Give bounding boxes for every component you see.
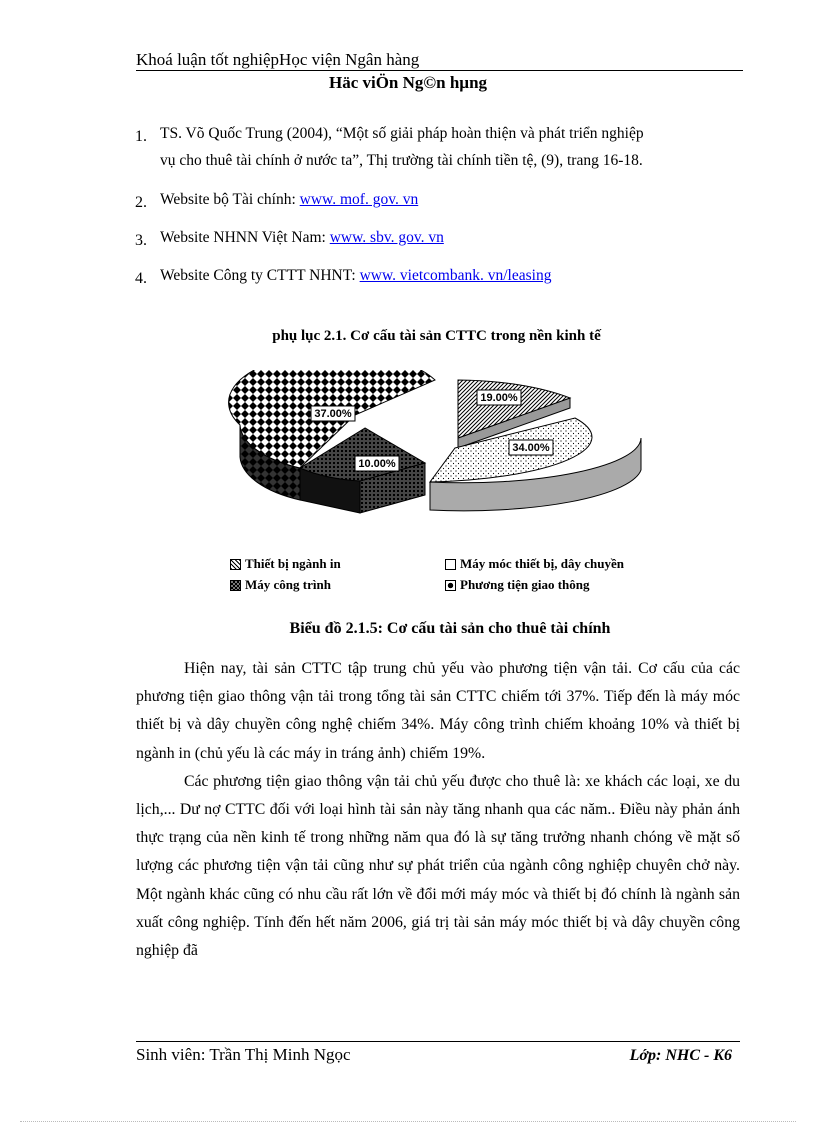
reference-text: Website bộ Tài chính: — [160, 191, 300, 208]
reference-item — [135, 262, 552, 289]
reference-link[interactable]: www. sbv. gov. vn — [329, 229, 444, 246]
legend-label: Thiết bị ngành in — [245, 556, 341, 571]
figure-caption: Biểu đồ 2.1.5: Cơ cấu tài sản cho thuê tài chính — [289, 620, 611, 637]
pie-chart — [225, 370, 655, 530]
legend-swatch-icon — [230, 559, 241, 570]
legend-label: Máy móc thiết bị, dây chuyền — [460, 556, 624, 571]
legend-item — [230, 577, 331, 593]
legend-swatch-icon — [445, 580, 456, 591]
reference-link[interactable]: www. vietcombank. vn/leasing — [359, 267, 552, 284]
reference-link[interactable]: www. mof. gov. vn — [299, 191, 419, 208]
reference-text: Website NHNN Việt Nam: — [160, 229, 330, 246]
footer-student: Sinh viên: Trần Thị Minh Ngọc — [136, 1045, 351, 1064]
legend-swatch-icon — [445, 559, 456, 570]
data-label-10: 10.00% — [358, 458, 396, 470]
footer-rule — [136, 1041, 740, 1042]
reference-text-cont: vụ cho thuê tài chính ở nước ta”, Thị trường tài chính tiền tệ, (9), trang 16-18. — [160, 152, 643, 169]
legend-label: Phương tiện giao thông — [460, 577, 590, 592]
reference-number: 1. — [135, 128, 147, 145]
reference-item — [135, 120, 760, 174]
page-edge — [20, 1121, 796, 1122]
reference-number: 4. — [135, 270, 147, 287]
footer-class: Lớp: NHC - K6 — [629, 1047, 732, 1064]
header-rule — [136, 70, 743, 71]
reference-text: TS. Võ Quốc Trung (2004), “Một số giải pháp hoàn thiện và phát triển nghiệp — [160, 125, 644, 142]
running-header-subtitle: Häc viÖn Ng©n hµng — [328, 73, 488, 92]
paragraph: Hiện nay, tài sản CTTC tập trung chủ yếu vào phương tiện vận tải. Cơ cấu của các phương tiện giao thông vận tải trong tổng tài sản CTTC chiếm tới 37%. Tiếp đến là máy móc thiết bị và dây chuyền công nghệ chiếm 34%. Máy công trình chiếm khoảng 10% và thiết bị ngành in (chủ yếu là các máy in tráng ảnh) chiếm 19%. — [136, 660, 740, 762]
data-label-19: 19.00% — [480, 392, 518, 404]
body-text — [136, 655, 740, 965]
legend-item — [445, 556, 624, 572]
legend-label: Máy công trình — [245, 577, 331, 592]
data-label-37: 37.00% — [314, 408, 352, 420]
legend-item — [445, 577, 590, 593]
legend-item — [230, 556, 341, 572]
running-header-title: Khoá luận tốt nghiệpHọc viện Ngân hàng — [136, 50, 420, 69]
reference-number: 3. — [135, 232, 147, 249]
reference-item — [135, 224, 444, 251]
paragraph: Các phương tiện giao thông vận tải chủ yếu được cho thuê là: xe khách các loại, xe du lịch,... Dư nợ CTTC đối với loại hình tài sản này tăng nhanh qua các năm.. Điều này phản ánh thực trạng của nền kinh tế trong những năm qua đó là sự tăng trưởng nhanh chóng về mặt số lượng các phương tiện vận tải cũng như sự phát triển của ngành công nghiệp chuyên chở này. Một ngành khác cũng có nhu cầu rất lớn về đổi mới máy móc và thiết bị đó chính là ngành sản xuất công nghiệp. Tính đến hết năm 2006, giá trị tài sản máy móc thiết bị và dây chuyền công nghiệp đã — [136, 772, 740, 960]
data-label-34: 34.00% — [512, 442, 550, 454]
reference-text: Website Công ty CTTT NHNT: — [160, 267, 360, 284]
chart-title: phụ lục 2.1. Cơ cấu tài sản CTTC trong nền kinh tế — [272, 328, 601, 344]
reference-number: 2. — [135, 194, 147, 211]
reference-item — [135, 186, 419, 213]
legend-swatch-icon — [230, 580, 241, 591]
